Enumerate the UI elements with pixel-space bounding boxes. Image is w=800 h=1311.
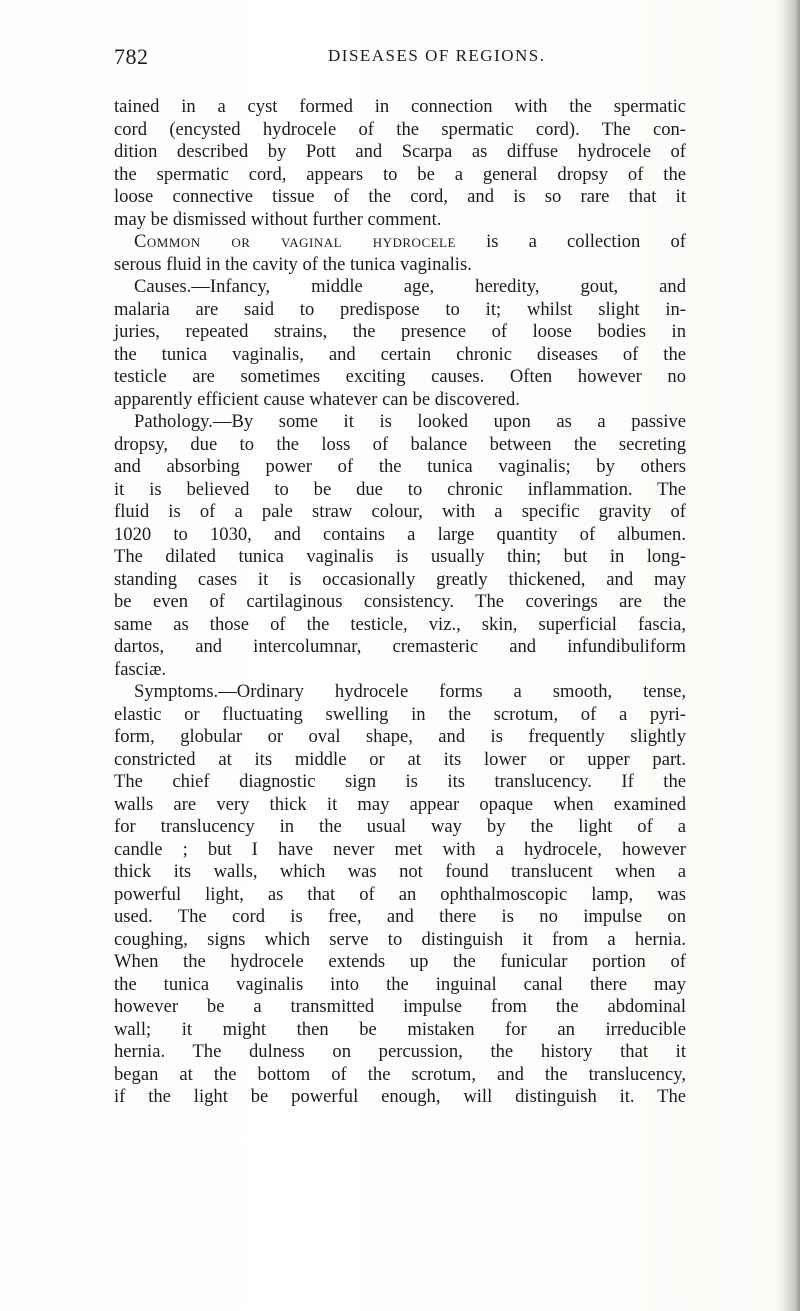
text-line: the tunica vaginalis, and certain chronic diseases of the [114, 343, 686, 365]
text-line: used. The cord is free, and there is no impulse on [114, 906, 686, 927]
body-text [114, 96, 686, 1109]
text-line: The dilated tunica vaginalis is usually thin; but in long- [114, 546, 686, 567]
text-line: began at the bottom of the scrotum, and the translucency, [114, 1063, 686, 1085]
text-line: walls are very thick it may appear opaque when examined [114, 793, 686, 815]
text-line: fluid is of a pale straw colour, with a specific gravity of [114, 501, 686, 522]
text-line: be even of cartilaginous consistency. The coverings are the [114, 591, 686, 612]
text-line: constricted at its middle or at its lower or upper part. [114, 748, 686, 770]
text-line: the spermatic cord, appears to be a general dropsy of the [114, 163, 686, 185]
text-line: wall; it might then be mistaken for an irreducible [114, 1018, 686, 1040]
text-line: serous fluid in the cavity of the tunica vaginalis. [114, 253, 472, 275]
text-line: it is believed to be due to chronic inflammation. The [114, 478, 686, 500]
text-line: cord (encysted hydrocele of the spermatic cord). The con- [114, 118, 686, 140]
text-line: dition described by Pott and Scarpa as diffuse hydrocele of [114, 141, 686, 162]
text-line: form, globular or oval shape, and is frequently slightly [114, 726, 686, 747]
text-line: elastic or fluctuating swelling in the scrotum, of a pyri- [114, 703, 686, 725]
text-line: may be dismissed without further comment. [114, 208, 442, 230]
text-line: Symptoms.—Ordinary hydrocele forms a smooth, tense, [134, 681, 686, 702]
text-line: the tunica vaginalis into the inguinal canal there may [114, 973, 686, 995]
text-line: coughing, signs which serve to distinguish it from a hernia. [114, 928, 686, 950]
text-line: Causes.—Infancy, middle age, heredity, gout, and [134, 276, 686, 297]
text-line: hernia. The dulness on percussion, the history that it [114, 1041, 686, 1062]
text-line: if the light be powerful enough, will distinguish it. The [114, 1086, 686, 1107]
text-line: standing cases it is occasionally greatly thickened, and may [114, 568, 686, 590]
text-line: Pathology.—By some it is looked upon as a passive [134, 411, 686, 432]
page-edge-shadow [782, 0, 800, 1311]
page-number: 782 [114, 44, 149, 69]
text-line: thick its walls, which was not found translucent when a [114, 861, 686, 882]
text-line: When the hydrocele extends up the funicular portion of [114, 951, 686, 972]
text-line: 1020 to 1030, and contains a large quantity of albumen. [114, 523, 686, 545]
text-line: malaria are said to predispose to it; whilst slight in- [114, 298, 686, 320]
text-line: candle ; but I have never met with a hydrocele, however [114, 838, 686, 860]
running-head [0, 44, 800, 74]
text-line: same as those of the testicle, viz., skin, superficial fascia, [114, 613, 686, 635]
text-line: tained in a cyst formed in connection with the spermatic [114, 96, 686, 117]
text-line: fasciæ. [114, 658, 167, 680]
text-line: powerful light, as that of an ophthalmoscopic lamp, was [114, 883, 686, 905]
text-line: loose connective tissue of the cord, and is so rare that it [114, 186, 686, 207]
text-line: apparently efficient cause whatever can be discovered. [114, 388, 520, 410]
text-line: Common or vaginal hydrocele is a collection of [134, 231, 686, 252]
text-line: testicle are sometimes exciting causes. Often however no [114, 366, 686, 387]
text-line: however be a transmitted impulse from the abdominal [114, 996, 686, 1017]
text-line: The chief diagnostic sign is its translucency. If the [114, 771, 686, 792]
text-line: dropsy, due to the loss of balance between the secreting [114, 433, 686, 455]
running-head-title: DISEASES OF REGIONS. [328, 46, 546, 65]
text-line: and absorbing power of the tunica vaginalis; by others [114, 456, 686, 477]
text-line: dartos, and intercolumnar, cremasteric and infundibuliform [114, 636, 686, 657]
text-line: for translucency in the usual way by the light of a [114, 816, 686, 837]
text-line: juries, repeated strains, the presence of loose bodies in [114, 321, 686, 342]
